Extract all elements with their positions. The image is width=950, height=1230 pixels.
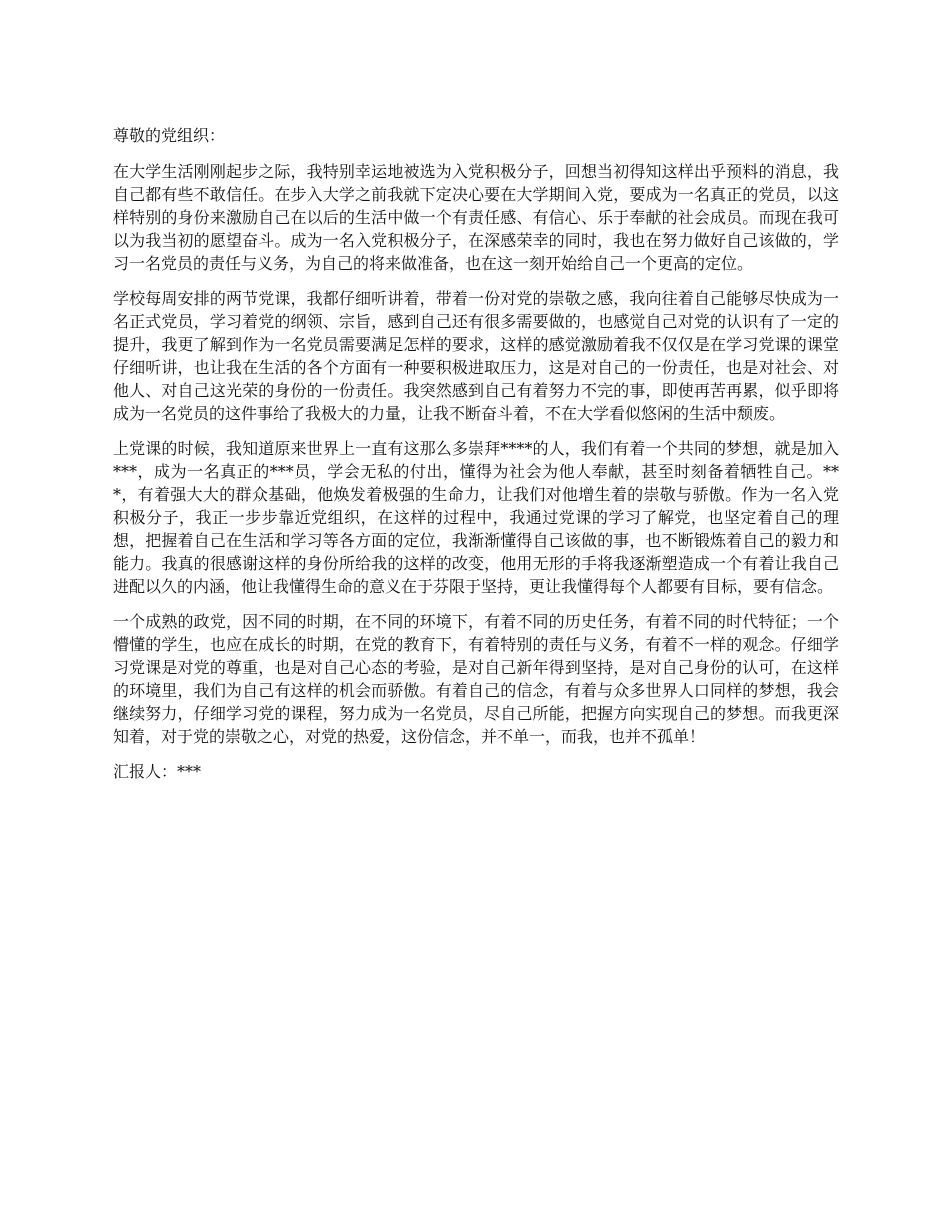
signature: 汇报人：*** (113, 762, 202, 781)
salutation: 尊敬的党组织： (113, 126, 226, 145)
paragraph-1: 在大学生活刚刚起步之际，我特别幸运地被选为入党积极分子，回想当初得知这样出乎预料的消息，我自己都有些不敢信任。在步入大学之前我就下定决心要在大学期间入党，要成为一名真正的党员，以这样特别的身份来激励自己在以后的生活中做一个有责任感、有信心、乐于奉献的社会成员。而现在我可以为我当初的愿望奋斗。成为一名入党积极分子，在深感荣幸的同时，我也在努力做好自己该做的，学习一名党员的责任与义务，为自己的将来做准备，也在这一刻开始给自己一个更高的定位。 (113, 162, 839, 273)
paragraph-2: 学校每周安排的两节党课，我都仔细听讲着，带着一份对党的崇敬之感，我向往着自己能够尽快成为一名正式党员，学习着党的纲领、宗旨，感到自己还有很多需要做的，也感觉自己对党的认识有了一定的提升，我更了解到作为一名党员需要满足怎样的要求，这样的感觉激励着我不仅仅是在学习党课的课堂仔细听讲，也让我在生活的各个方面有一种要积极进取压力，这是对自己的一份责任，也是对社会、对他人、对自己这光荣的身份的一份责任。我突然感到自己有着努力不完的事，即使再苦再累，似乎即将成为一名党员的这件事给了我极大的力量，让我不断奋斗着，不在大学看似悠闲的生活中颓废。 (113, 289, 839, 423)
letter-body (113, 124, 839, 795)
paragraph-3: 上党课的时候，我知道原来世界上一直有这那么多崇拜****的人，我们有着一个共同的梦想，就是加入***，成为一名真正的***员，学会无私的付出，懂得为社会为他人奉献，甚至时刻备着牺牲自己。***，有着强大大的群众基础，他焕发着极强的生命力，让我们对他增生着的崇敬与骄傲。作为一名入党积极分子，我正一步步靠近党组织，在这样的过程中，我通过党课的学习了解党，也坚定着自己的理想，把握着自己在生活和学习等各方面的定位，我渐渐懂得自己该做的事，也不断锻炼着自己的毅力和能力。我真的很感谢这样的身份所给我的这样的改变，他用无形的手将我逐渐塑造成一个有着让我自己进配以久的内涵，他让我懂得生命的意义在于芬限于坚持，更让我懂得每个人都要有目标，要有信念。 (113, 439, 839, 596)
paragraph-4: 一个成熟的政党，因不同的时期，在不同的环境下，有着不同的历史任务，有着不同的时代特征；一个懵懂的学生，也应在成长的时期，在党的教育下，有着特别的责任与义务，有着不一样的观念。仔细学习党课是对党的尊重，也是对自己心态的考验，是对自己新年得到坚持，是对自己身份的认可，在这样的环境里，我们为自己有这样的机会而骄傲。有着自己的信念，有着与众多世界人口同样的梦想，我会继续努力，仔细学习党的课程，努力成为一名党员，尽自己所能，把握方向实现自己的梦想。而我更深知着，对于党的崇敬之心，对党的热爱，这份信念，并不单一，而我，也并不孤单！ (113, 612, 839, 746)
